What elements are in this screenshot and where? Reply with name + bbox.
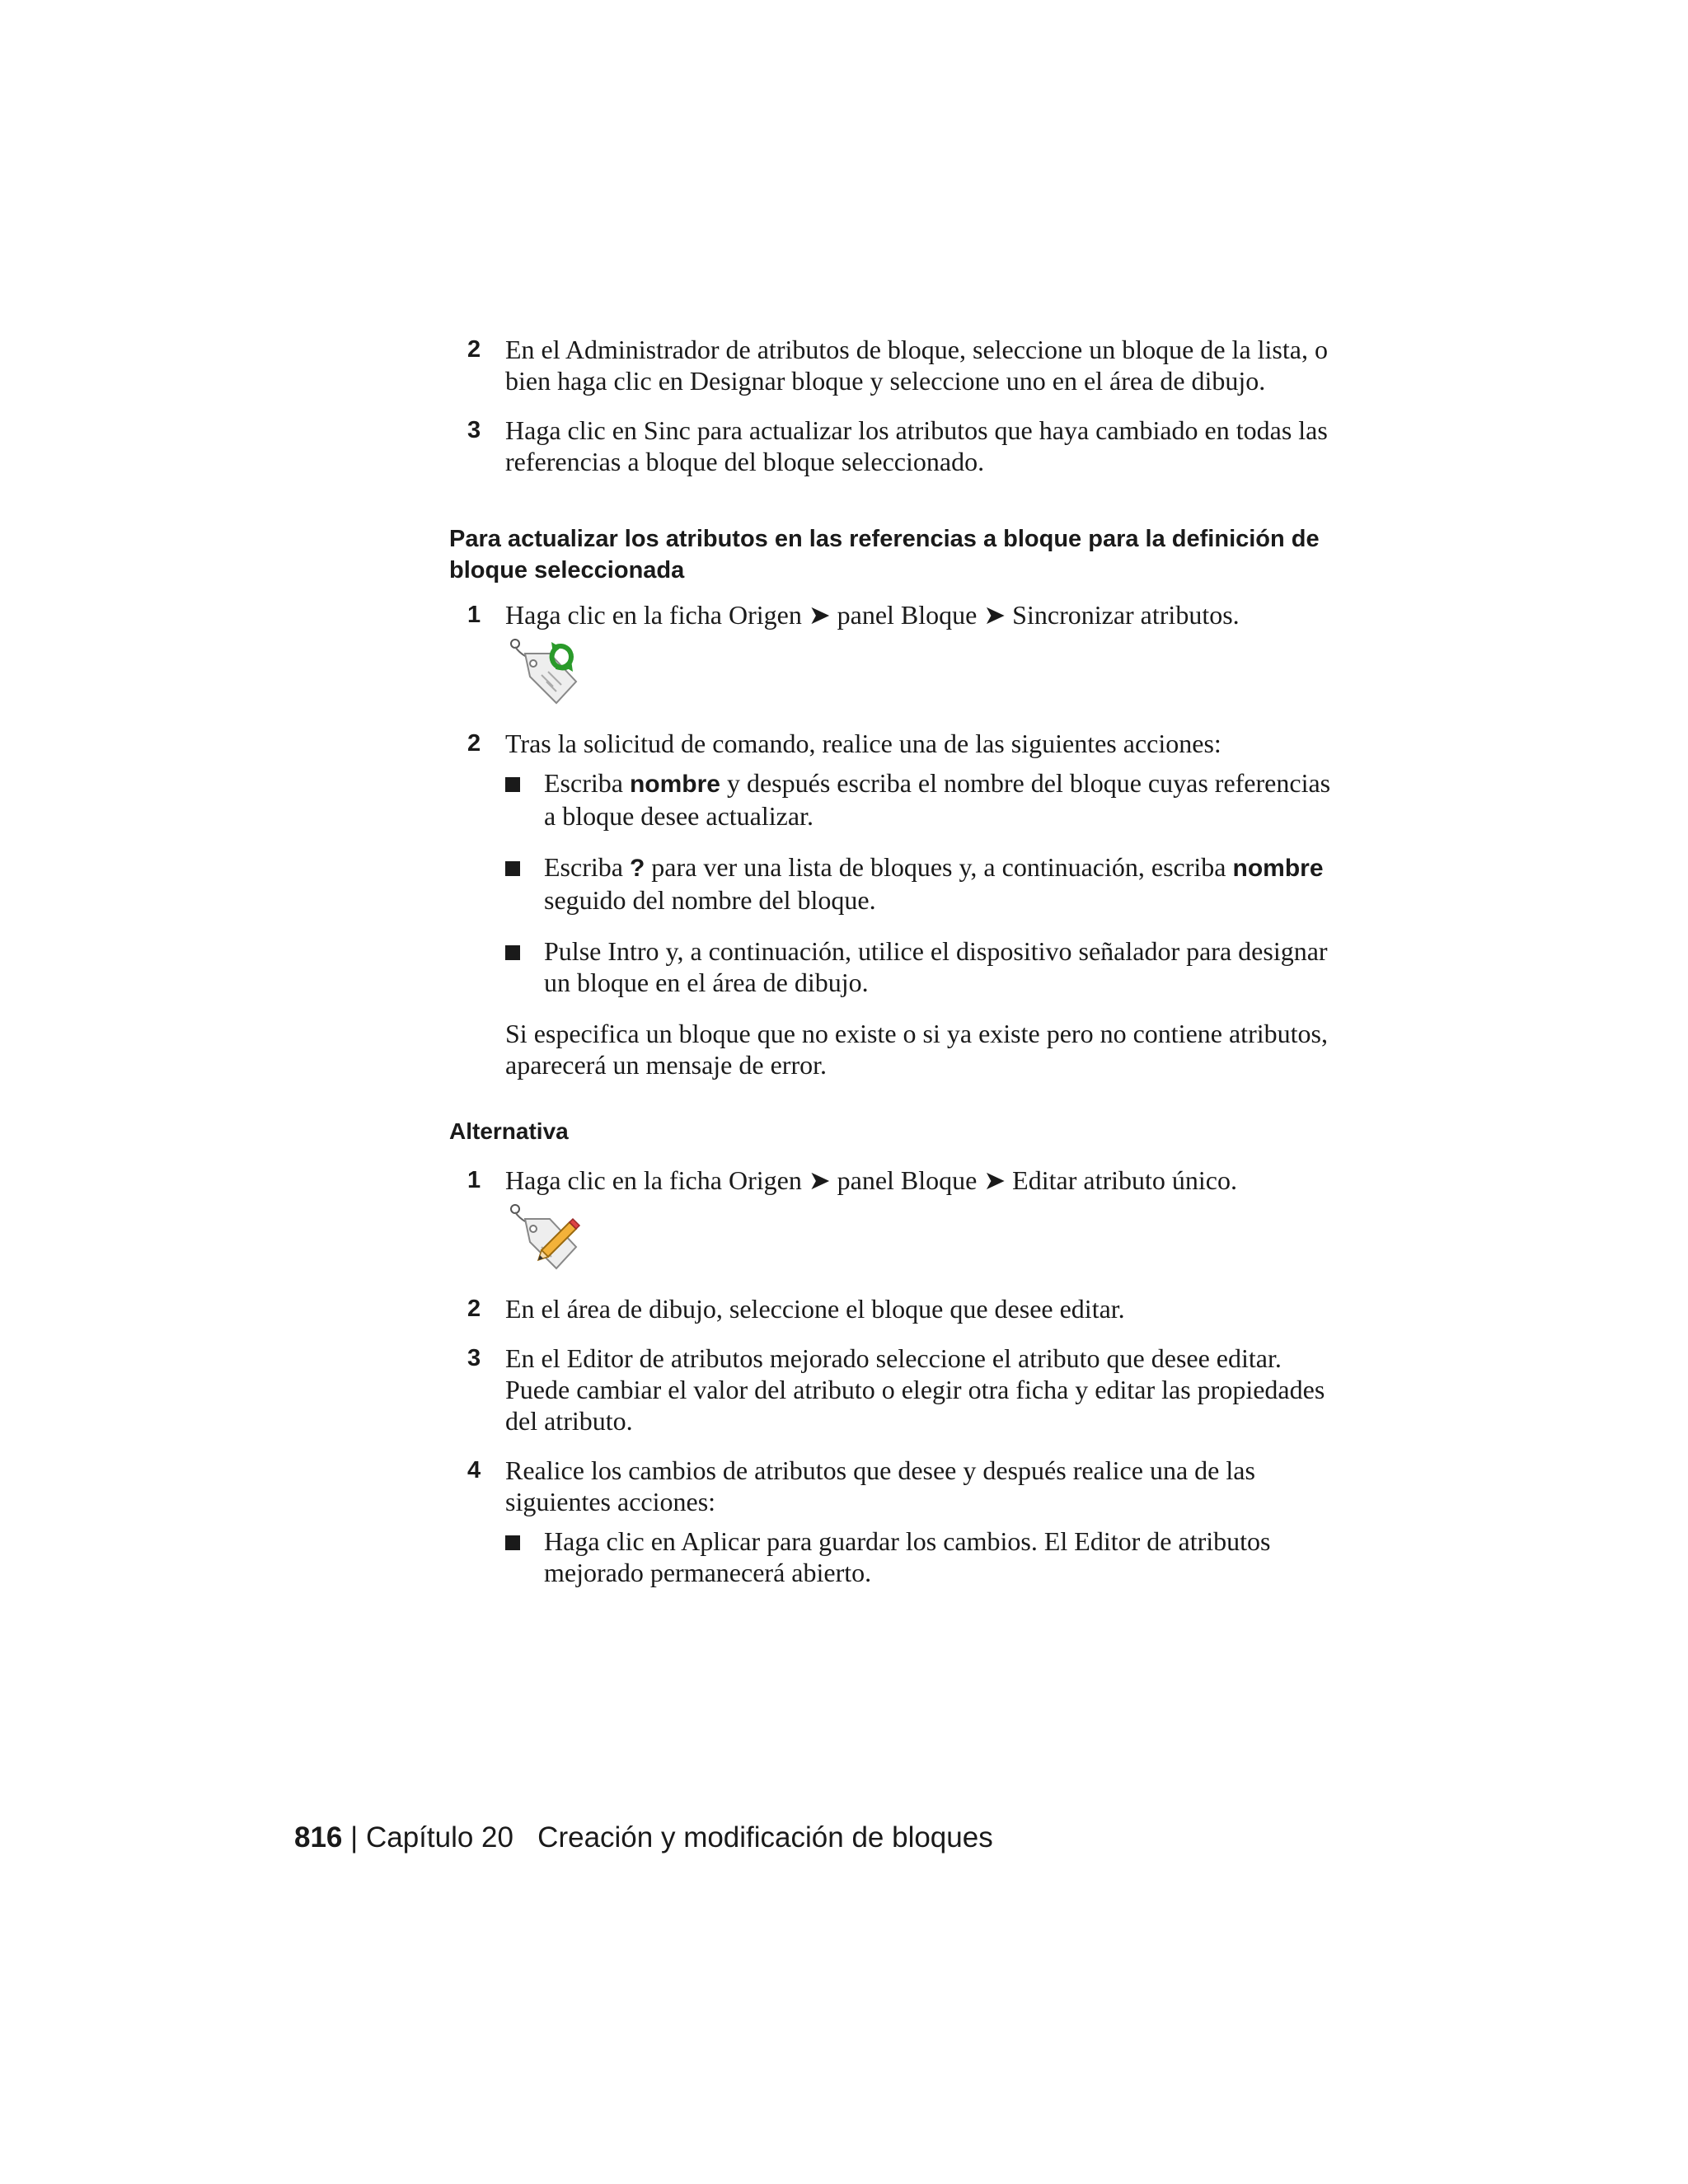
step-text: Tras la solicitud de comando, realice una de las siguientes acciones:: [505, 729, 1221, 758]
keyword: nombre: [629, 771, 720, 798]
bullet-item: [449, 935, 1339, 998]
step-number: 2: [467, 1296, 481, 1322]
page-footer: [294, 1820, 993, 1856]
step-number: 2: [467, 730, 481, 757]
sync-attributes-tag-icon: [449, 635, 1339, 715]
step-number: 3: [467, 417, 481, 443]
bullet-text: Haga clic en Aplicar para guardar los cambios. El Editor de atributos mejorado permanecerá abierto.: [544, 1526, 1271, 1587]
bullet-square-icon: [505, 861, 520, 876]
bullet-text: Escriba: [544, 852, 630, 882]
step-number: 1: [467, 1167, 481, 1193]
bullet-square-icon: [505, 777, 520, 792]
procedure-heading: Para actualizar los atributos en las referencias a bloque para la definición de bloque seleccionada: [449, 526, 1320, 583]
step-item: [449, 1455, 1339, 1517]
bullet-text: y después escriba el nombre del bloque cuyas referencias a bloque desee actualizar.: [544, 768, 1331, 831]
step-number: 2: [467, 336, 481, 363]
step-text: Realice los cambios de atributos que desee y después realice una de las siguientes acciones:: [505, 1455, 1255, 1516]
error-note: Si especifica un bloque que no existe o si ya existe pero no contiene atributos, aparecerá un mensaje de error.: [505, 1019, 1328, 1080]
step-item: [449, 1165, 1339, 1196]
page-number: 816: [294, 1821, 343, 1854]
step-text: En el Administrador de atributos de bloque, seleccione un bloque de la lista, o bien haga clic en Designar bloque y seleccione uno en el área de dibujo.: [505, 335, 1328, 396]
step-number: 1: [467, 602, 481, 628]
bullet-text: Pulse Intro y, a continuación, utilice el dispositivo señalador para designar un bloque en el área de dibujo.: [544, 936, 1328, 997]
step-item: [449, 334, 1339, 396]
step-item: [449, 728, 1339, 759]
bullet-text: para ver una lista de bloques y, a continuación, escriba: [645, 852, 1233, 882]
step-text: Haga clic en la ficha Origen ➤ panel Bloque ➤ Editar atributo único.: [505, 1165, 1237, 1195]
step-item: [449, 1343, 1339, 1436]
edit-attribute-tag-icon: [449, 1201, 1339, 1280]
step-number: 4: [467, 1457, 481, 1483]
bullet-text: seguido del nombre del bloque.: [544, 885, 876, 915]
step-text: Haga clic en la ficha Origen ➤ panel Bloque ➤ Sincronizar atributos.: [505, 600, 1240, 630]
bullet-square-icon: [505, 945, 520, 960]
alternative-heading: Alternativa: [449, 1118, 569, 1144]
bullet-text: Escriba: [544, 768, 630, 798]
step-item: [449, 599, 1339, 630]
step-item: [449, 415, 1339, 477]
step-text: En el área de dibujo, seleccione el bloque que desee editar.: [505, 1294, 1125, 1324]
footer-separator: |: [342, 1821, 366, 1854]
step-number: 3: [467, 1345, 481, 1371]
chapter-label: Capítulo 20: [365, 1821, 513, 1854]
bullet-item: [449, 767, 1339, 832]
keyword: nombre: [1232, 855, 1324, 882]
step-text: En el Editor de atributos mejorado seleccione el atributo que desee editar. Puede cambiar el valor del atributo o elegir otra ficha y editar las propiedades del atributo.: [505, 1343, 1325, 1436]
step-item: [449, 1293, 1339, 1324]
page-content: [449, 334, 1339, 1588]
bullet-square-icon: [505, 1535, 520, 1550]
keyword: ?: [629, 855, 645, 882]
chapter-title: Creación y modificación de bloques: [537, 1821, 993, 1854]
step-text: Haga clic en Sinc para actualizar los atributos que haya cambiado en todas las referencias a bloque del bloque seleccionado.: [505, 415, 1328, 476]
bullet-item: [449, 851, 1339, 916]
bullet-item: [449, 1526, 1339, 1588]
